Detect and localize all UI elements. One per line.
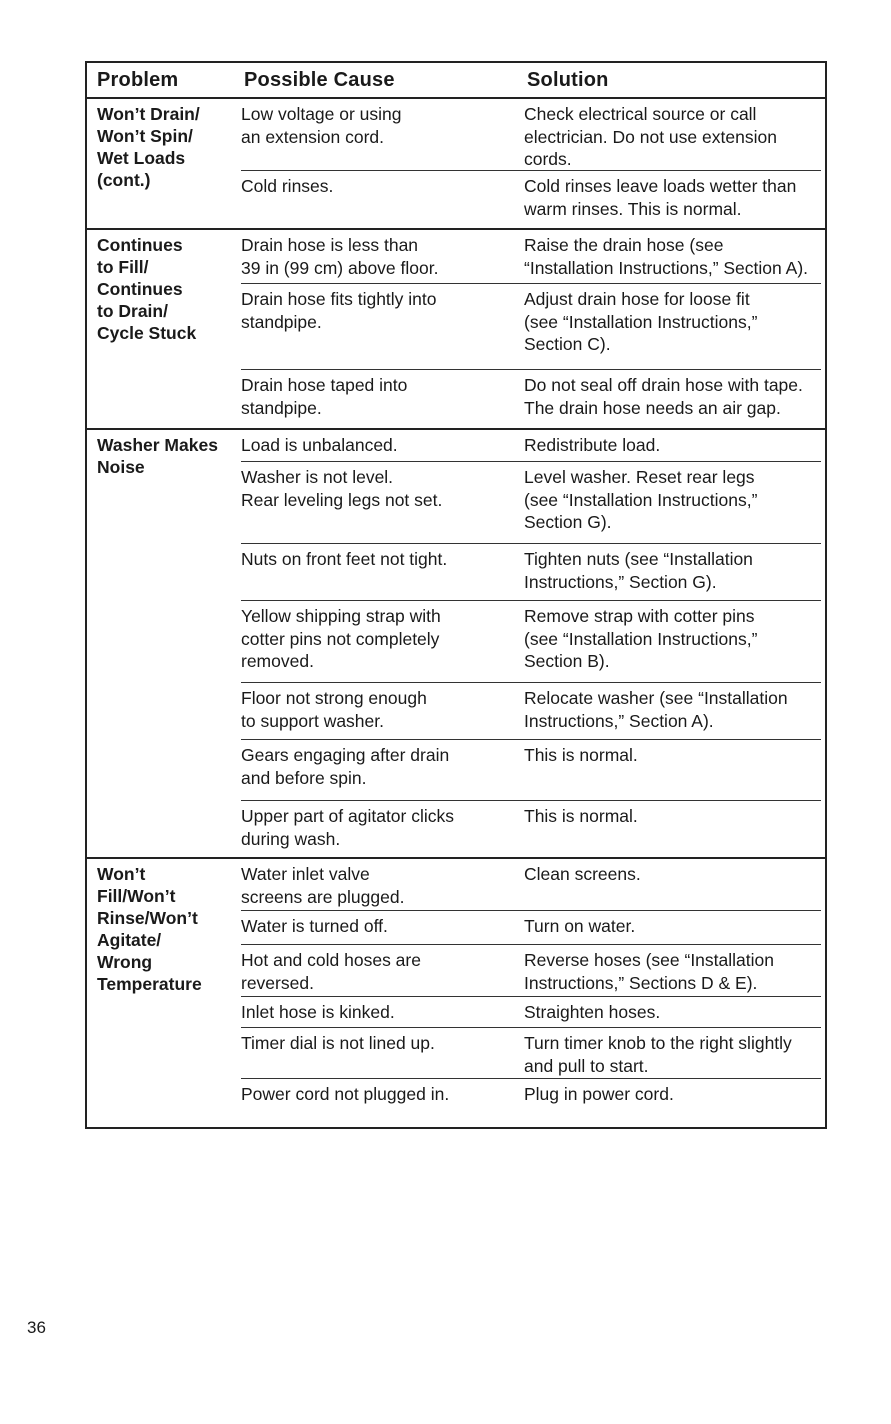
solution-text-line: Section C). bbox=[524, 334, 611, 354]
solution-text-line: and pull to start. bbox=[524, 1055, 649, 1076]
possible-cause-cell bbox=[241, 1001, 511, 1024]
cause-text-line: Inlet hose is kinked. bbox=[241, 1002, 395, 1022]
solution-text-line: The drain hose needs an air gap. bbox=[524, 397, 781, 418]
solution-cell bbox=[524, 466, 824, 534]
problem-label-line: Cycle Stuck bbox=[97, 323, 197, 343]
problem-label-line: Temperature bbox=[97, 974, 202, 994]
problem-label-line: to Fill/ bbox=[97, 257, 149, 277]
table-body bbox=[87, 99, 825, 1127]
possible-cause-cell bbox=[241, 466, 511, 511]
solution-cell bbox=[524, 288, 824, 356]
solution-cell bbox=[524, 175, 824, 220]
problem-label-line: to Drain/ bbox=[97, 301, 168, 321]
cause-text-line: and before spin. bbox=[241, 767, 367, 788]
problem-label-line: Wrong bbox=[97, 952, 153, 972]
problem-group bbox=[87, 430, 825, 859]
solution-text-line: Redistribute load. bbox=[524, 435, 661, 455]
cause-text-line: during wash. bbox=[241, 828, 341, 849]
solution-text-line: Cold rinses leave loads wetter than bbox=[524, 176, 797, 196]
cause-text-line: Cold rinses. bbox=[241, 176, 334, 196]
problem-label bbox=[97, 103, 237, 191]
problem-label-line: Fill/Won’t bbox=[97, 886, 176, 906]
header-problem: Problem bbox=[97, 69, 179, 91]
cause-text-line: Drain hose fits tightly into bbox=[241, 289, 437, 309]
table-row bbox=[241, 1028, 821, 1079]
solution-text-line: Instructions,” Sections D & E). bbox=[524, 972, 758, 993]
possible-cause-cell bbox=[241, 915, 511, 938]
table-row bbox=[241, 859, 821, 911]
problem-label-line: Agitate/ bbox=[97, 930, 162, 950]
header-possible-cause: Possible Cause bbox=[244, 69, 395, 91]
solution-text-line: Level washer. Reset rear legs bbox=[524, 467, 755, 487]
possible-cause-cell bbox=[241, 863, 511, 908]
possible-cause-cell bbox=[241, 1032, 511, 1055]
solution-text-line: This is normal. bbox=[524, 745, 638, 765]
solution-cell bbox=[524, 234, 824, 279]
solution-cell bbox=[524, 374, 824, 419]
cause-text-line: an extension cord. bbox=[241, 126, 385, 147]
cause-text-line: 39 in (99 cm) above floor. bbox=[241, 257, 439, 278]
problem-group bbox=[87, 99, 825, 230]
solution-text-line: Relocate washer (see “Installation bbox=[524, 688, 788, 708]
table-row bbox=[241, 430, 821, 462]
solution-cell bbox=[524, 103, 824, 171]
solution-text-line: Reverse hoses (see “Installation bbox=[524, 950, 774, 970]
solution-cell bbox=[524, 1083, 824, 1106]
solution-text-line: (see “Installation Instructions,” bbox=[524, 489, 758, 510]
solution-text-line: Remove strap with cotter pins bbox=[524, 606, 755, 626]
cause-text-line: cotter pins not completely bbox=[241, 628, 440, 649]
solution-text-line: Instructions,” Section A). bbox=[524, 710, 714, 731]
problem-label bbox=[97, 434, 237, 478]
table-row bbox=[241, 370, 821, 428]
cause-text-line: standpipe. bbox=[241, 311, 322, 332]
possible-cause-cell bbox=[241, 234, 511, 279]
cause-text-line: screens are plugged. bbox=[241, 886, 405, 907]
possible-cause-cell bbox=[241, 548, 511, 571]
solution-cell bbox=[524, 1001, 824, 1024]
problem-label-line: Continues bbox=[97, 235, 183, 255]
cause-text-line: Gears engaging after drain bbox=[241, 745, 450, 765]
possible-cause-cell bbox=[241, 805, 511, 850]
solution-cell bbox=[524, 434, 824, 457]
table-row bbox=[241, 99, 821, 171]
table-header bbox=[87, 63, 825, 99]
table-row bbox=[241, 997, 821, 1028]
cause-text-line: Nuts on front feet not tight. bbox=[241, 549, 448, 569]
solution-text-line: Tighten nuts (see “Installation bbox=[524, 549, 753, 569]
table-row bbox=[241, 544, 821, 601]
table-row bbox=[241, 801, 821, 857]
table-row bbox=[241, 1079, 821, 1127]
cause-text-line: Power cord not plugged in. bbox=[241, 1084, 450, 1104]
solution-text-line: Instructions,” Section G). bbox=[524, 571, 717, 592]
solution-text-line: Straighten hoses. bbox=[524, 1002, 661, 1022]
problem-label bbox=[97, 863, 237, 995]
solution-text-line: Check electrical source or call bbox=[524, 104, 757, 124]
solution-text-line: (see “Installation Instructions,” bbox=[524, 311, 758, 332]
cause-text-line: to support washer. bbox=[241, 710, 384, 731]
table-row bbox=[241, 911, 821, 945]
problem-group bbox=[87, 230, 825, 430]
cause-text-line: removed. bbox=[241, 651, 314, 671]
solution-text-line: (see “Installation Instructions,” bbox=[524, 628, 758, 649]
table-row bbox=[241, 230, 821, 284]
possible-cause-cell bbox=[241, 949, 511, 994]
problem-label-line: Won’t bbox=[97, 864, 146, 884]
solution-text-line: Section B). bbox=[524, 651, 610, 671]
cause-text-line: Load is unbalanced. bbox=[241, 435, 398, 455]
possible-cause-cell bbox=[241, 1083, 511, 1106]
possible-cause-cell bbox=[241, 288, 511, 333]
cause-text-line: Yellow shipping strap with bbox=[241, 606, 441, 626]
solution-text-line: “Installation Instructions,” Section A). bbox=[524, 257, 809, 278]
solution-text-line: Adjust drain hose for loose fit bbox=[524, 289, 750, 309]
troubleshooting-table bbox=[85, 61, 827, 1129]
table-row bbox=[241, 284, 821, 370]
solution-text-line: This is normal. bbox=[524, 806, 638, 826]
cause-text-line: Water inlet valve bbox=[241, 864, 370, 884]
possible-cause-cell bbox=[241, 744, 511, 789]
problem-label-line: Noise bbox=[97, 457, 145, 477]
table-row bbox=[241, 945, 821, 997]
solution-text-line: Clean screens. bbox=[524, 864, 641, 884]
solution-text-line: Do not seal off drain hose with tape. bbox=[524, 375, 803, 395]
problem-label-line: (cont.) bbox=[97, 170, 151, 190]
table-row bbox=[241, 462, 821, 544]
table-row bbox=[241, 740, 821, 801]
cause-text-line: reversed. bbox=[241, 972, 314, 993]
cause-text-line: Low voltage or using bbox=[241, 104, 402, 124]
solution-cell bbox=[524, 949, 824, 994]
cause-text-line: Floor not strong enough bbox=[241, 688, 427, 708]
problem-label-line: Wet Loads bbox=[97, 148, 186, 168]
problem-label-line: Continues bbox=[97, 279, 183, 299]
cause-text-line: Water is turned off. bbox=[241, 916, 388, 936]
cause-text-line: Upper part of agitator clicks bbox=[241, 806, 455, 826]
problem-label-line: Rinse/Won’t bbox=[97, 908, 198, 928]
solution-cell bbox=[524, 805, 824, 828]
solution-text-line: Turn on water. bbox=[524, 916, 636, 936]
problem-label-line: Won’t Spin/ bbox=[97, 126, 193, 146]
solution-text-line: electrician. Do not use extension bbox=[524, 126, 777, 147]
solution-text-line: warm rinses. This is normal. bbox=[524, 198, 742, 219]
possible-cause-cell bbox=[241, 175, 511, 198]
cause-text-line: standpipe. bbox=[241, 397, 322, 418]
cause-text-line: Timer dial is not lined up. bbox=[241, 1033, 435, 1053]
page-number: 36 bbox=[27, 1318, 46, 1337]
table-row bbox=[241, 601, 821, 683]
possible-cause-cell bbox=[241, 605, 511, 673]
possible-cause-cell bbox=[241, 434, 511, 457]
solution-text-line: Raise the drain hose (see bbox=[524, 235, 724, 255]
solution-cell bbox=[524, 605, 824, 673]
solution-cell bbox=[524, 1032, 824, 1077]
problem-label bbox=[97, 234, 237, 344]
solution-cell bbox=[524, 915, 824, 938]
cause-text-line: Drain hose is less than bbox=[241, 235, 419, 255]
problem-label-line: Washer Makes bbox=[97, 435, 218, 455]
problem-group bbox=[87, 859, 825, 1127]
header-solution: Solution bbox=[527, 69, 609, 91]
problem-label-line: Won’t Drain/ bbox=[97, 104, 200, 124]
possible-cause-cell bbox=[241, 103, 511, 148]
cause-text-line: Drain hose taped into bbox=[241, 375, 408, 395]
solution-cell bbox=[524, 744, 824, 767]
possible-cause-cell bbox=[241, 374, 511, 419]
solution-text-line: Plug in power cord. bbox=[524, 1084, 674, 1104]
table-row bbox=[241, 683, 821, 740]
solution-cell bbox=[524, 863, 824, 886]
solution-cell bbox=[524, 687, 824, 732]
possible-cause-cell bbox=[241, 687, 511, 732]
solution-text-line: Turn timer knob to the right slightly bbox=[524, 1033, 792, 1053]
cause-text-line: Hot and cold hoses are bbox=[241, 950, 421, 970]
table-row bbox=[241, 171, 821, 228]
solution-text-line: Section G). bbox=[524, 512, 612, 532]
solution-text-line: cords. bbox=[524, 149, 572, 169]
solution-cell bbox=[524, 548, 824, 593]
cause-text-line: Rear leveling legs not set. bbox=[241, 489, 443, 510]
cause-text-line: Washer is not level. bbox=[241, 467, 394, 487]
